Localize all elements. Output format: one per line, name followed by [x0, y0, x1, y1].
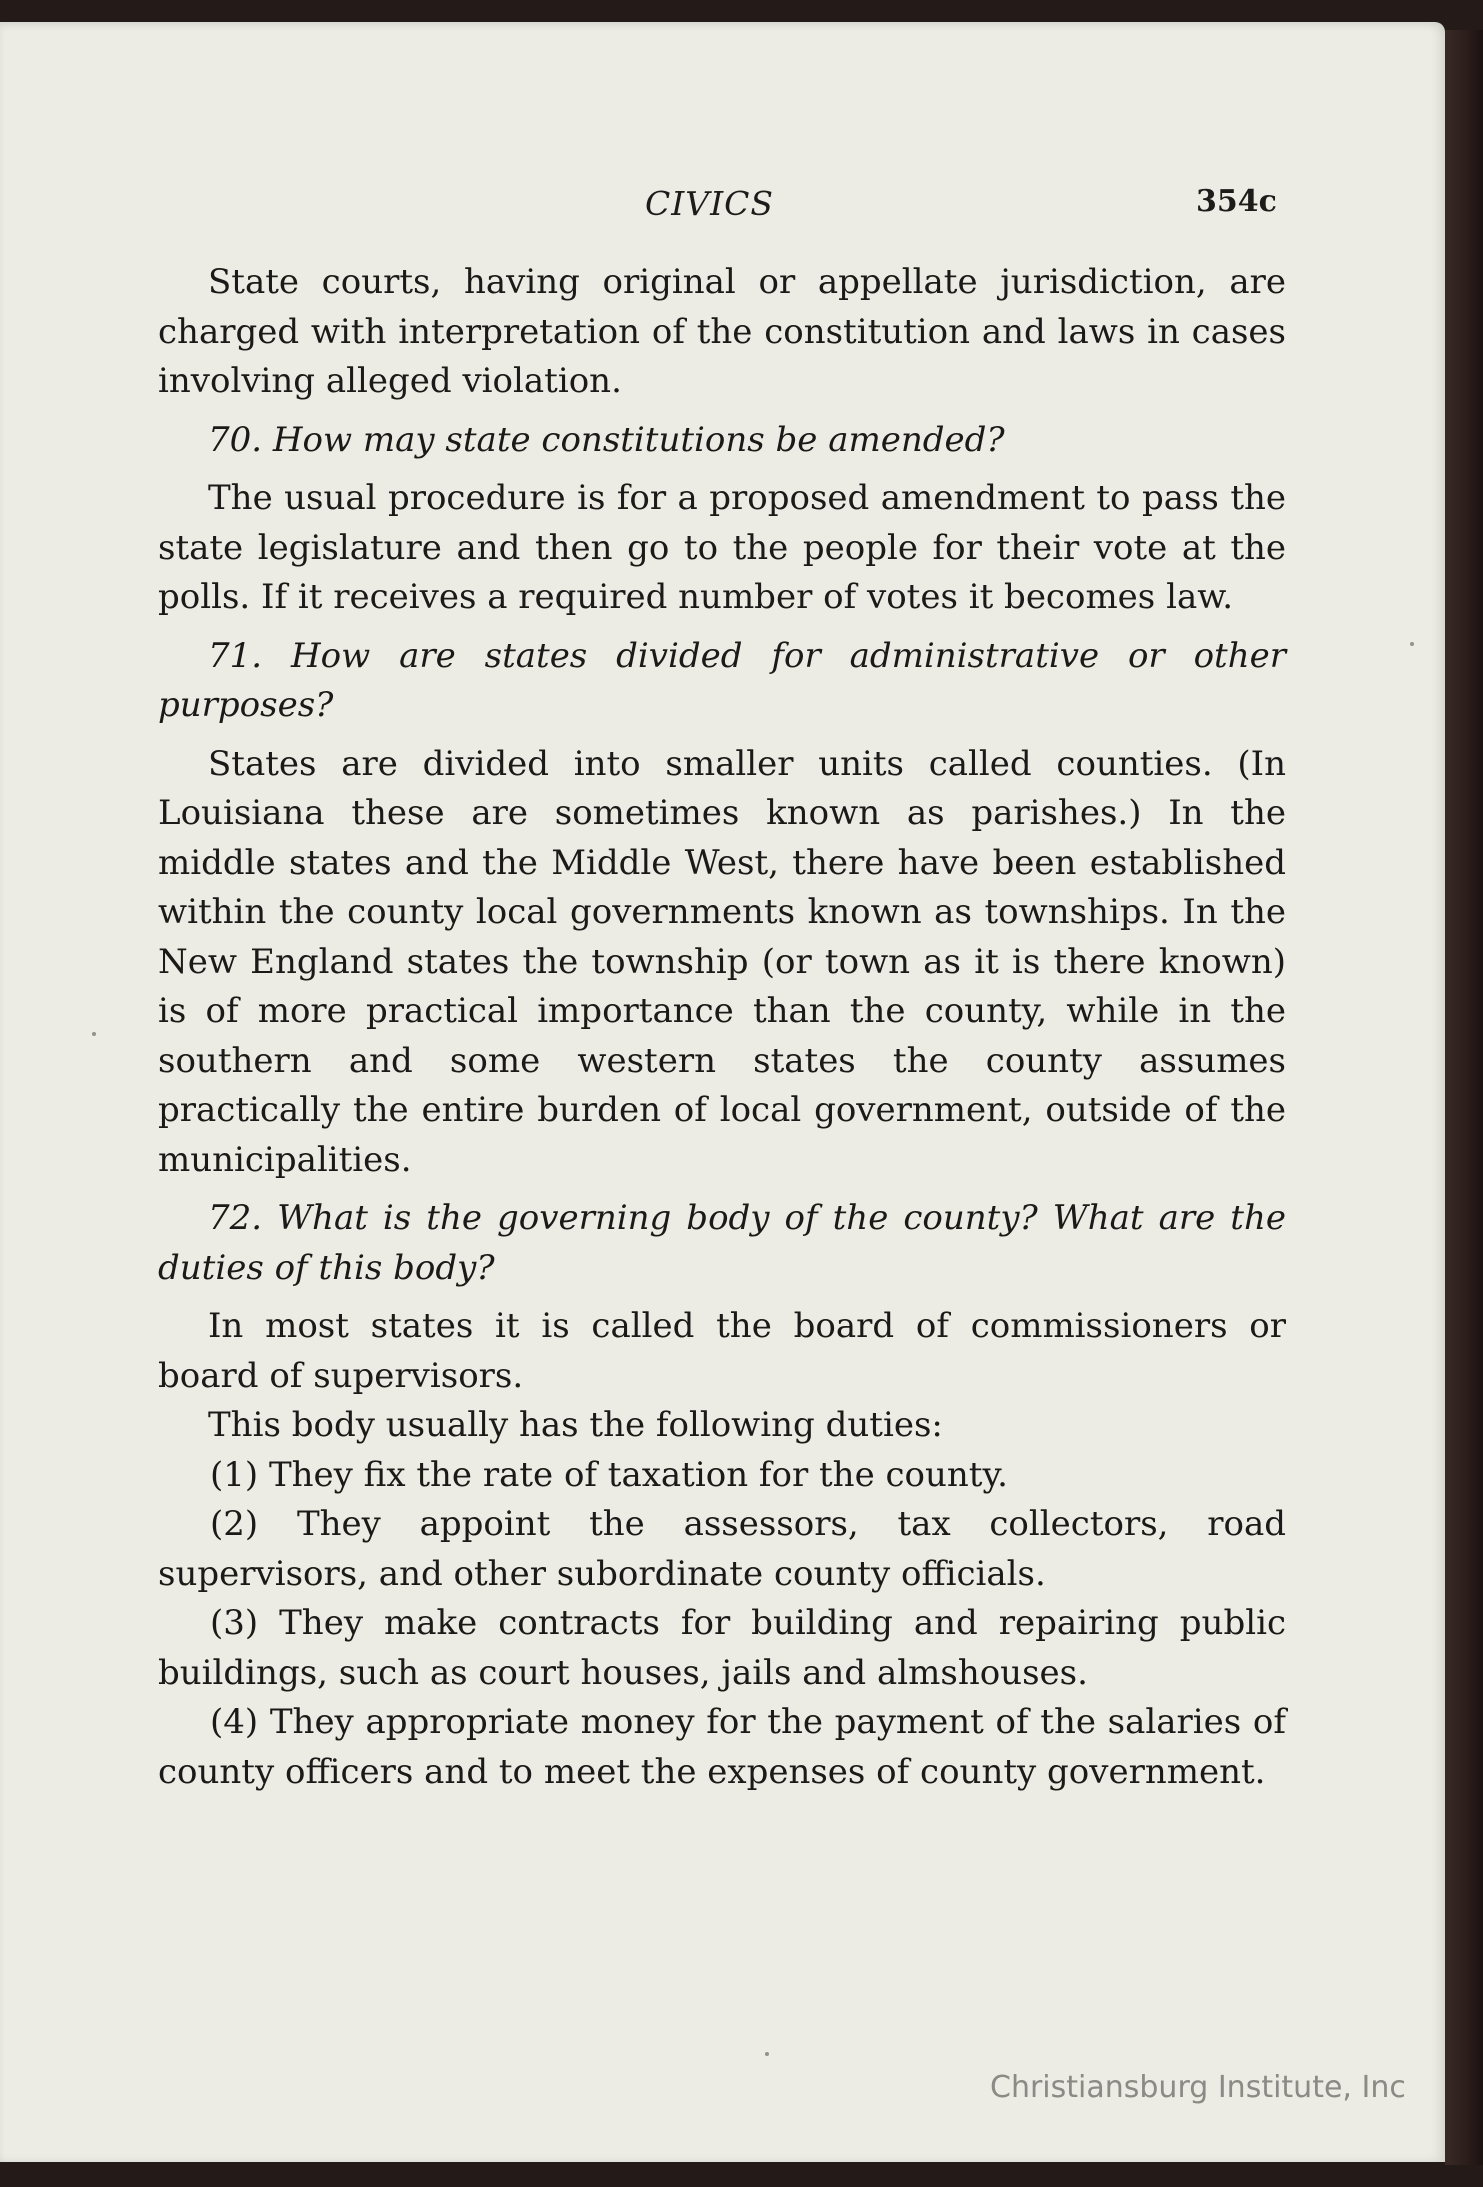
answer-71: States are divided into smaller units called counties. (In Louisiana these are sometimes known as parishes.) In the middle states and the Middle West, there have been established within the county local governments known as townships. In the New England states the township (or town as it is there known) is of more practical importance than the county, while in the southern and some western states the county assumes practically the entire burden of local government, outside of the municipalities.	[158, 743, 1286, 1180]
duty-item: (2) They appoint the assessors, tax collectors, road supervisors, and other subordinate county officials.	[158, 1504, 1286, 1594]
paper-speck	[765, 2052, 769, 2056]
page-header	[0, 184, 1445, 224]
answer-72: In most states it is called the board of commissioners or board of supervisors.	[158, 1306, 1286, 1396]
duties-intro: This body usually has the following duties:	[208, 1405, 943, 1445]
body-text	[158, 258, 1286, 1797]
question-72: 72. What is the governing body of the county? What are the duties of this body?	[158, 1198, 1286, 1288]
book-edge	[1445, 30, 1483, 2165]
paragraph-state-courts: State courts, having original or appellate jurisdiction, are charged with interpretation of the constitution and laws in cases involving alleged violation.	[158, 262, 1286, 401]
question-71: 71. How are states divided for administrative or other purposes?	[158, 635, 1286, 725]
watermark: Christiansburg Institute, Inc	[990, 2070, 1406, 2105]
answer-70: The usual procedure is for a proposed amendment to pass the state legislature and then go to the people for their vote at the polls. If it receives a required number of votes it becomes law.	[158, 478, 1286, 617]
paper-speck	[92, 1032, 96, 1036]
duty-item: (3) They make contracts for building and repairing public buildings, such as court houses, jails and almshouses.	[158, 1603, 1286, 1693]
duty-item: (4) They appropriate money for the payment of the salaries of county officers and to meet the expenses of county government.	[158, 1702, 1286, 1792]
duty-item: (1) They fix the rate of taxation for the county.	[210, 1454, 1008, 1495]
question-70: 70. How may state constitutions be amended?	[208, 419, 1005, 460]
page-number: 354c	[1196, 184, 1277, 219]
running-title: CIVICS	[645, 184, 775, 223]
paper-speck	[1410, 642, 1414, 646]
book-page	[0, 22, 1445, 2162]
